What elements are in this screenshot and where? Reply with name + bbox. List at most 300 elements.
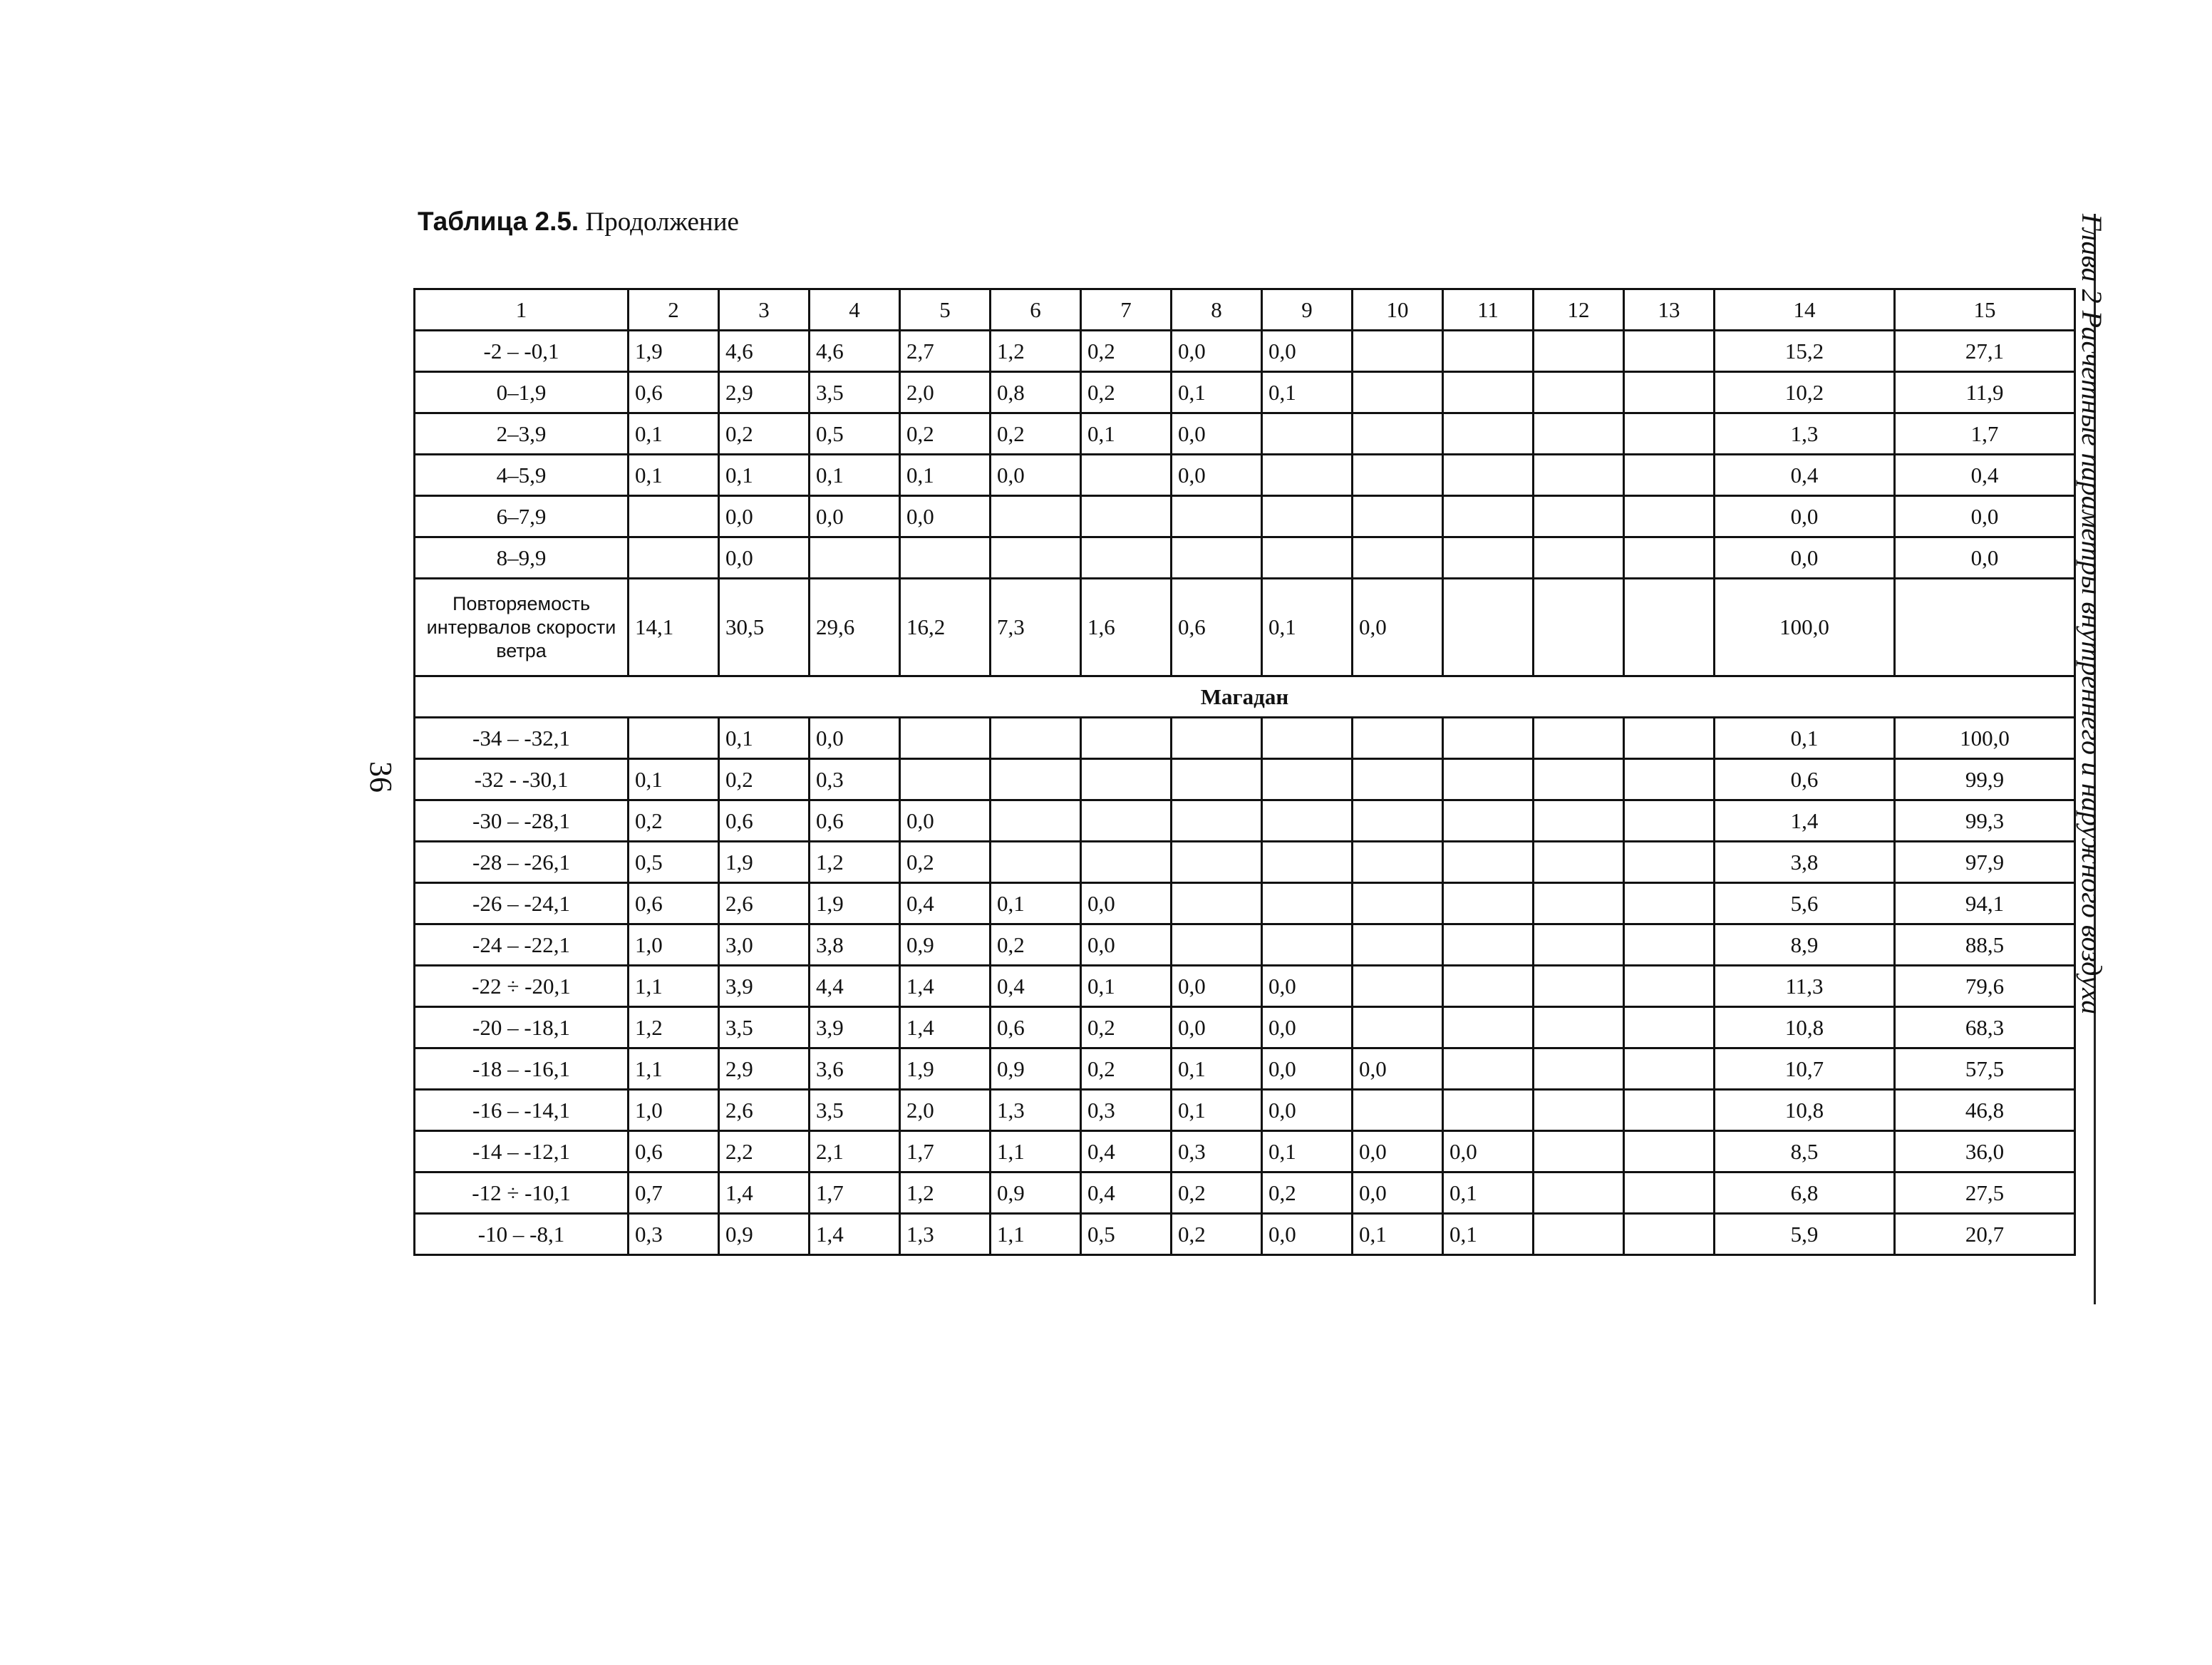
table-cell: 2,9 bbox=[719, 372, 810, 413]
table-cell: 1,1 bbox=[629, 1048, 719, 1090]
table-cell bbox=[1262, 924, 1353, 966]
table-cell: 0,9 bbox=[719, 1214, 810, 1255]
table-cell bbox=[1353, 718, 1443, 759]
table-cell: 10,7 bbox=[1715, 1048, 1895, 1090]
table-cell: 0,2 bbox=[1081, 1007, 1172, 1048]
table-cell: 2,0 bbox=[900, 1090, 991, 1131]
table-cell: 4 bbox=[810, 289, 900, 331]
table-cell: 0,0 bbox=[810, 496, 900, 537]
table-cell bbox=[1624, 759, 1715, 800]
table-cell: 10,2 bbox=[1715, 372, 1895, 413]
table-cell: 2,0 bbox=[900, 372, 991, 413]
table-cell: 0,3 bbox=[1081, 1090, 1172, 1131]
table-cell bbox=[1534, 1172, 1624, 1214]
table-row bbox=[415, 455, 2075, 496]
table-cell: 11,3 bbox=[1715, 966, 1895, 1007]
table-cell bbox=[1534, 1007, 1624, 1048]
table-cell bbox=[1443, 718, 1534, 759]
table-cell bbox=[1443, 372, 1534, 413]
table-cell: 0,6 bbox=[719, 800, 810, 842]
table-cell: 0,4 bbox=[1715, 455, 1895, 496]
table-cell bbox=[1624, 800, 1715, 842]
table-cell: 3,9 bbox=[719, 966, 810, 1007]
table-cell: 10,8 bbox=[1715, 1007, 1895, 1048]
table-cell: 0,0 bbox=[1895, 496, 2075, 537]
table-cell bbox=[1534, 1214, 1624, 1255]
table-cell: 3,8 bbox=[1715, 842, 1895, 883]
table-row bbox=[415, 1172, 2075, 1214]
table-cell bbox=[1895, 579, 2075, 676]
table-cell: 0,0 bbox=[1262, 966, 1353, 1007]
table-cell: 0,1 bbox=[1172, 1090, 1262, 1131]
table-cell: 11 bbox=[1443, 289, 1534, 331]
table-cell: 0,3 bbox=[810, 759, 900, 800]
table-cell: 15,2 bbox=[1715, 331, 1895, 372]
table-cell: 46,8 bbox=[1895, 1090, 2075, 1131]
table-cell bbox=[1081, 759, 1172, 800]
table-cell bbox=[1262, 455, 1353, 496]
row-label-cell: 4–5,9 bbox=[415, 455, 629, 496]
table-cell bbox=[1624, 1090, 1715, 1131]
table-cell bbox=[991, 537, 1081, 579]
table-cell: 0,6 bbox=[991, 1007, 1081, 1048]
table-cell: 0,0 bbox=[1353, 1131, 1443, 1172]
table-cell: 0,6 bbox=[1172, 579, 1262, 676]
table-cell: 0,0 bbox=[1172, 1007, 1262, 1048]
table-cell: 0,0 bbox=[1262, 331, 1353, 372]
table-cell bbox=[1534, 1048, 1624, 1090]
table-cell: 0,2 bbox=[1081, 372, 1172, 413]
table-cell bbox=[1353, 372, 1443, 413]
table-cell bbox=[1624, 1214, 1715, 1255]
table-cell bbox=[1262, 537, 1353, 579]
table-cell bbox=[1081, 800, 1172, 842]
table-cell bbox=[991, 842, 1081, 883]
table-cell: 0,1 bbox=[900, 455, 991, 496]
table-cell: 0,0 bbox=[1262, 1214, 1353, 1255]
table-cell: 1,2 bbox=[991, 331, 1081, 372]
table-cell bbox=[1262, 842, 1353, 883]
table-cell: 0,1 bbox=[1262, 372, 1353, 413]
table-cell: 0,9 bbox=[900, 924, 991, 966]
table-cell: 0,0 bbox=[1715, 496, 1895, 537]
table-cell: 0,0 bbox=[1715, 537, 1895, 579]
table-cell: 0,2 bbox=[1172, 1172, 1262, 1214]
table-cell bbox=[1624, 413, 1715, 455]
table-cell bbox=[1443, 966, 1534, 1007]
table-cell: 4,4 bbox=[810, 966, 900, 1007]
table-cell: 0,2 bbox=[719, 413, 810, 455]
table-cell bbox=[1262, 800, 1353, 842]
table-cell bbox=[1624, 924, 1715, 966]
table-cell: 0,0 bbox=[1262, 1090, 1353, 1131]
wind-data-table bbox=[413, 288, 2076, 1256]
table-cell bbox=[900, 759, 991, 800]
table-cell: 1,4 bbox=[900, 966, 991, 1007]
table-cell: 0,0 bbox=[1172, 331, 1262, 372]
table-cell bbox=[1172, 759, 1262, 800]
table-cell: 30,5 bbox=[719, 579, 810, 676]
table-cell: 1,6 bbox=[1081, 579, 1172, 676]
table-cell bbox=[1353, 800, 1443, 842]
table-cell: 1,7 bbox=[810, 1172, 900, 1214]
table-cell bbox=[1353, 842, 1443, 883]
table-cell bbox=[1262, 496, 1353, 537]
row-label-cell: -34 – -32,1 bbox=[415, 718, 629, 759]
table-cell bbox=[1534, 800, 1624, 842]
table-row bbox=[415, 966, 2075, 1007]
page-number: 36 bbox=[363, 761, 398, 793]
table-cell: 0,1 bbox=[629, 759, 719, 800]
table-cell: 0,2 bbox=[1081, 331, 1172, 372]
table-cell: 0,2 bbox=[1262, 1172, 1353, 1214]
table-cell: 1,2 bbox=[810, 842, 900, 883]
table-cell bbox=[1443, 579, 1534, 676]
table-cell: 7,3 bbox=[991, 579, 1081, 676]
table-cell: 2,1 bbox=[810, 1131, 900, 1172]
table-caption bbox=[418, 207, 739, 237]
table-cell bbox=[1624, 579, 1715, 676]
table-cell bbox=[629, 718, 719, 759]
table-cell: 3,9 bbox=[810, 1007, 900, 1048]
table-row bbox=[415, 372, 2075, 413]
table-cell: 1,9 bbox=[719, 842, 810, 883]
table-cell: 1,4 bbox=[900, 1007, 991, 1048]
table-cell bbox=[1443, 883, 1534, 924]
table-cell: 0,2 bbox=[1081, 1048, 1172, 1090]
table-cell: 0,6 bbox=[629, 883, 719, 924]
table-cell bbox=[1081, 718, 1172, 759]
table-cell: 99,3 bbox=[1895, 800, 2075, 842]
table-cell: 0,0 bbox=[1172, 966, 1262, 1007]
table-cell: 4,6 bbox=[719, 331, 810, 372]
table-cell: 3,5 bbox=[719, 1007, 810, 1048]
table-cell: 0,4 bbox=[1081, 1131, 1172, 1172]
table-cell: 1,7 bbox=[900, 1131, 991, 1172]
table-cell: 0,0 bbox=[1443, 1131, 1534, 1172]
table-cell bbox=[1534, 579, 1624, 676]
table-cell: 1,4 bbox=[1715, 800, 1895, 842]
table-cell bbox=[900, 718, 991, 759]
table-cell: 12 bbox=[1534, 289, 1624, 331]
row-label-cell: -28 – -26,1 bbox=[415, 842, 629, 883]
row-label-cell: -12 ÷ -10,1 bbox=[415, 1172, 629, 1214]
table-cell bbox=[1353, 537, 1443, 579]
table-cell bbox=[1262, 883, 1353, 924]
header-row bbox=[415, 289, 2075, 331]
table-cell: 1,0 bbox=[629, 1090, 719, 1131]
row-label-cell: -18 – -16,1 bbox=[415, 1048, 629, 1090]
table-cell bbox=[1262, 718, 1353, 759]
table-cell bbox=[1443, 496, 1534, 537]
table-cell bbox=[1081, 842, 1172, 883]
table-cell: 5 bbox=[900, 289, 991, 331]
table-cell bbox=[1534, 924, 1624, 966]
table-cell: 2,6 bbox=[719, 1090, 810, 1131]
table-cell: 16,2 bbox=[900, 579, 991, 676]
table-cell: 0,0 bbox=[1172, 413, 1262, 455]
table-cell: 3,5 bbox=[810, 372, 900, 413]
table-cell: 0,0 bbox=[719, 537, 810, 579]
table-cell: 0,0 bbox=[991, 455, 1081, 496]
table-cell bbox=[1172, 800, 1262, 842]
table-cell: 0,1 bbox=[1081, 413, 1172, 455]
table-cell: 0,2 bbox=[900, 413, 991, 455]
table-cell: 0,1 bbox=[1172, 372, 1262, 413]
table-cell: 0,8 bbox=[991, 372, 1081, 413]
table-cell: 0,1 bbox=[629, 413, 719, 455]
table-cell: 3 bbox=[719, 289, 810, 331]
table-cell: 79,6 bbox=[1895, 966, 2075, 1007]
table-cell: 0,0 bbox=[1262, 1048, 1353, 1090]
table-cell: 3,8 bbox=[810, 924, 900, 966]
row-label-cell: -26 – -24,1 bbox=[415, 883, 629, 924]
table-cell bbox=[1624, 496, 1715, 537]
table-cell: 1,2 bbox=[900, 1172, 991, 1214]
table-row bbox=[415, 331, 2075, 372]
row-label-cell: -22 ÷ -20,1 bbox=[415, 966, 629, 1007]
table-cell bbox=[1624, 1131, 1715, 1172]
table-cell bbox=[1624, 537, 1715, 579]
table-cell bbox=[1534, 842, 1624, 883]
table-cell: 27,1 bbox=[1895, 331, 2075, 372]
table-cell bbox=[1443, 537, 1534, 579]
table-cell bbox=[1534, 1090, 1624, 1131]
table-cell bbox=[1081, 496, 1172, 537]
table-cell bbox=[1624, 883, 1715, 924]
summary-row bbox=[415, 579, 2075, 676]
table-cell: 1,1 bbox=[629, 966, 719, 1007]
table-cell bbox=[1172, 924, 1262, 966]
table-cell bbox=[1353, 759, 1443, 800]
table-cell bbox=[1624, 966, 1715, 1007]
table-cell: 0,0 bbox=[719, 496, 810, 537]
table-cell bbox=[1443, 924, 1534, 966]
table-cell bbox=[1624, 718, 1715, 759]
table-caption-text: Продолжение bbox=[585, 207, 739, 237]
table-cell: 0,0 bbox=[1081, 924, 1172, 966]
row-label-cell: -14 – -12,1 bbox=[415, 1131, 629, 1172]
table-cell bbox=[1624, 1172, 1715, 1214]
table-cell: 1,2 bbox=[629, 1007, 719, 1048]
table-cell bbox=[1081, 455, 1172, 496]
table-cell bbox=[1534, 718, 1624, 759]
table-cell bbox=[1172, 496, 1262, 537]
table-cell: 0,3 bbox=[1172, 1131, 1262, 1172]
table-cell: 8,9 bbox=[1715, 924, 1895, 966]
table-cell: 2,9 bbox=[719, 1048, 810, 1090]
table-cell: 3,6 bbox=[810, 1048, 900, 1090]
table-cell: 10 bbox=[1353, 289, 1443, 331]
table-cell: 0,2 bbox=[1172, 1214, 1262, 1255]
table-cell: 1,3 bbox=[1715, 413, 1895, 455]
table-cell bbox=[1443, 800, 1534, 842]
table-cell: 0,4 bbox=[991, 966, 1081, 1007]
table-cell bbox=[1443, 759, 1534, 800]
table-row bbox=[415, 496, 2075, 537]
table-cell: 0,1 bbox=[629, 455, 719, 496]
table-row bbox=[415, 924, 2075, 966]
table-cell: 3,0 bbox=[719, 924, 810, 966]
table-cell bbox=[1624, 331, 1715, 372]
table-cell: 0,0 bbox=[1895, 537, 2075, 579]
table-cell: 0,0 bbox=[1262, 1007, 1353, 1048]
table-cell: 0,0 bbox=[900, 800, 991, 842]
table-cell bbox=[1534, 1131, 1624, 1172]
table-cell bbox=[991, 759, 1081, 800]
table-cell: 0,1 bbox=[1353, 1214, 1443, 1255]
table-cell bbox=[1353, 1090, 1443, 1131]
table-cell bbox=[991, 718, 1081, 759]
table-cell: 0,1 bbox=[1172, 1048, 1262, 1090]
table-row bbox=[415, 800, 2075, 842]
table-cell: 99,9 bbox=[1895, 759, 2075, 800]
table-cell bbox=[1262, 413, 1353, 455]
table-cell: 8 bbox=[1172, 289, 1262, 331]
table-cell bbox=[1443, 455, 1534, 496]
table-cell bbox=[1081, 537, 1172, 579]
table-cell: 1,7 bbox=[1895, 413, 2075, 455]
table-cell bbox=[1353, 413, 1443, 455]
table-cell: 0,5 bbox=[629, 842, 719, 883]
table-row bbox=[415, 413, 2075, 455]
row-label-cell: -16 – -14,1 bbox=[415, 1090, 629, 1131]
table-cell bbox=[1353, 496, 1443, 537]
table-row bbox=[415, 1214, 2075, 1255]
table-cell: 100,0 bbox=[1895, 718, 2075, 759]
row-label-cell: -30 – -28,1 bbox=[415, 800, 629, 842]
table-cell: 0,1 bbox=[1262, 579, 1353, 676]
table-cell: 9 bbox=[1262, 289, 1353, 331]
table-cell: 0,1 bbox=[810, 455, 900, 496]
row-label-cell: -10 – -8,1 bbox=[415, 1214, 629, 1255]
table-cell bbox=[1624, 1007, 1715, 1048]
table-cell: 0,0 bbox=[810, 718, 900, 759]
table-row bbox=[415, 759, 2075, 800]
table-row bbox=[415, 883, 2075, 924]
table-cell: 0,2 bbox=[991, 924, 1081, 966]
table-cell bbox=[1353, 966, 1443, 1007]
row-label-cell: 1 bbox=[415, 289, 629, 331]
table-cell: 2,2 bbox=[719, 1131, 810, 1172]
table-cell: 0,6 bbox=[629, 1131, 719, 1172]
table-cell bbox=[1353, 924, 1443, 966]
table-cell: 68,3 bbox=[1895, 1007, 2075, 1048]
table-cell: 0,0 bbox=[1353, 579, 1443, 676]
table-cell: 27,5 bbox=[1895, 1172, 2075, 1214]
table-cell: 0,0 bbox=[900, 496, 991, 537]
table-cell: 7 bbox=[1081, 289, 1172, 331]
table-cell bbox=[1353, 455, 1443, 496]
table-cell: 14,1 bbox=[629, 579, 719, 676]
table-cell: 0,9 bbox=[991, 1048, 1081, 1090]
table-cell bbox=[1172, 883, 1262, 924]
table-cell bbox=[1534, 413, 1624, 455]
table-cell bbox=[1353, 883, 1443, 924]
table-cell: 0,2 bbox=[629, 800, 719, 842]
table-cell: 0,4 bbox=[900, 883, 991, 924]
table-cell: 1,4 bbox=[719, 1172, 810, 1214]
table-cell: 0,6 bbox=[810, 800, 900, 842]
row-label-cell: -24 – -22,1 bbox=[415, 924, 629, 966]
table-row bbox=[415, 1048, 2075, 1090]
table-cell bbox=[991, 496, 1081, 537]
table-cell: 6,8 bbox=[1715, 1172, 1895, 1214]
table-cell: 29,6 bbox=[810, 579, 900, 676]
table-cell: 1,9 bbox=[810, 883, 900, 924]
table-cell: 10,8 bbox=[1715, 1090, 1895, 1131]
table-cell: 14 bbox=[1715, 289, 1895, 331]
table-cell bbox=[1534, 759, 1624, 800]
table-body bbox=[415, 289, 2075, 1255]
table-cell bbox=[1624, 1048, 1715, 1090]
table-cell bbox=[1443, 1048, 1534, 1090]
table-cell bbox=[1534, 455, 1624, 496]
table-cell: 13 bbox=[1624, 289, 1715, 331]
table-cell: 1,0 bbox=[629, 924, 719, 966]
table-cell: 57,5 bbox=[1895, 1048, 2075, 1090]
table-cell: 0,1 bbox=[1443, 1214, 1534, 1255]
table-cell: 1,3 bbox=[900, 1214, 991, 1255]
table-cell: 3,5 bbox=[810, 1090, 900, 1131]
table-cell: 0,3 bbox=[629, 1214, 719, 1255]
table-cell: 0,1 bbox=[1443, 1172, 1534, 1214]
row-label-cell: 8–9,9 bbox=[415, 537, 629, 579]
table-cell: 0,9 bbox=[991, 1172, 1081, 1214]
table-cell bbox=[1443, 1007, 1534, 1048]
table-cell: 2 bbox=[629, 289, 719, 331]
table-cell bbox=[1534, 966, 1624, 1007]
table-row bbox=[415, 1090, 2075, 1131]
table-cell: 1,4 bbox=[810, 1214, 900, 1255]
table-cell: 0,5 bbox=[1081, 1214, 1172, 1255]
table-cell: 36,0 bbox=[1895, 1131, 2075, 1172]
table-cell: 0,1 bbox=[1081, 966, 1172, 1007]
section-title: Магадан bbox=[415, 676, 2075, 718]
table-cell bbox=[1534, 496, 1624, 537]
table-cell bbox=[1353, 331, 1443, 372]
table-cell: 5,9 bbox=[1715, 1214, 1895, 1255]
table-cell: 0,4 bbox=[1081, 1172, 1172, 1214]
table-cell: 8,5 bbox=[1715, 1131, 1895, 1172]
table-cell bbox=[1534, 331, 1624, 372]
table-cell: 0,2 bbox=[991, 413, 1081, 455]
table-cell: 0,1 bbox=[719, 718, 810, 759]
table-cell bbox=[1624, 455, 1715, 496]
table-caption-label: Таблица 2.5. bbox=[418, 207, 579, 236]
table-cell: 0,2 bbox=[900, 842, 991, 883]
table-cell: 0,0 bbox=[1353, 1048, 1443, 1090]
table-row bbox=[415, 1007, 2075, 1048]
table-cell: 0,6 bbox=[1715, 759, 1895, 800]
table-cell bbox=[1443, 842, 1534, 883]
table-cell: 88,5 bbox=[1895, 924, 2075, 966]
table-cell bbox=[1624, 842, 1715, 883]
table-cell bbox=[1443, 413, 1534, 455]
table-cell: 0,1 bbox=[991, 883, 1081, 924]
table-row bbox=[415, 537, 2075, 579]
table-cell: 100,0 bbox=[1715, 579, 1895, 676]
table-row bbox=[415, 718, 2075, 759]
table-cell bbox=[1443, 1090, 1534, 1131]
table-cell bbox=[1353, 1007, 1443, 1048]
table-cell: 15 bbox=[1895, 289, 2075, 331]
table-cell bbox=[1443, 331, 1534, 372]
table-cell bbox=[1262, 759, 1353, 800]
table-cell: 1,9 bbox=[629, 331, 719, 372]
table-cell: 2,7 bbox=[900, 331, 991, 372]
row-label-cell: -20 – -18,1 bbox=[415, 1007, 629, 1048]
